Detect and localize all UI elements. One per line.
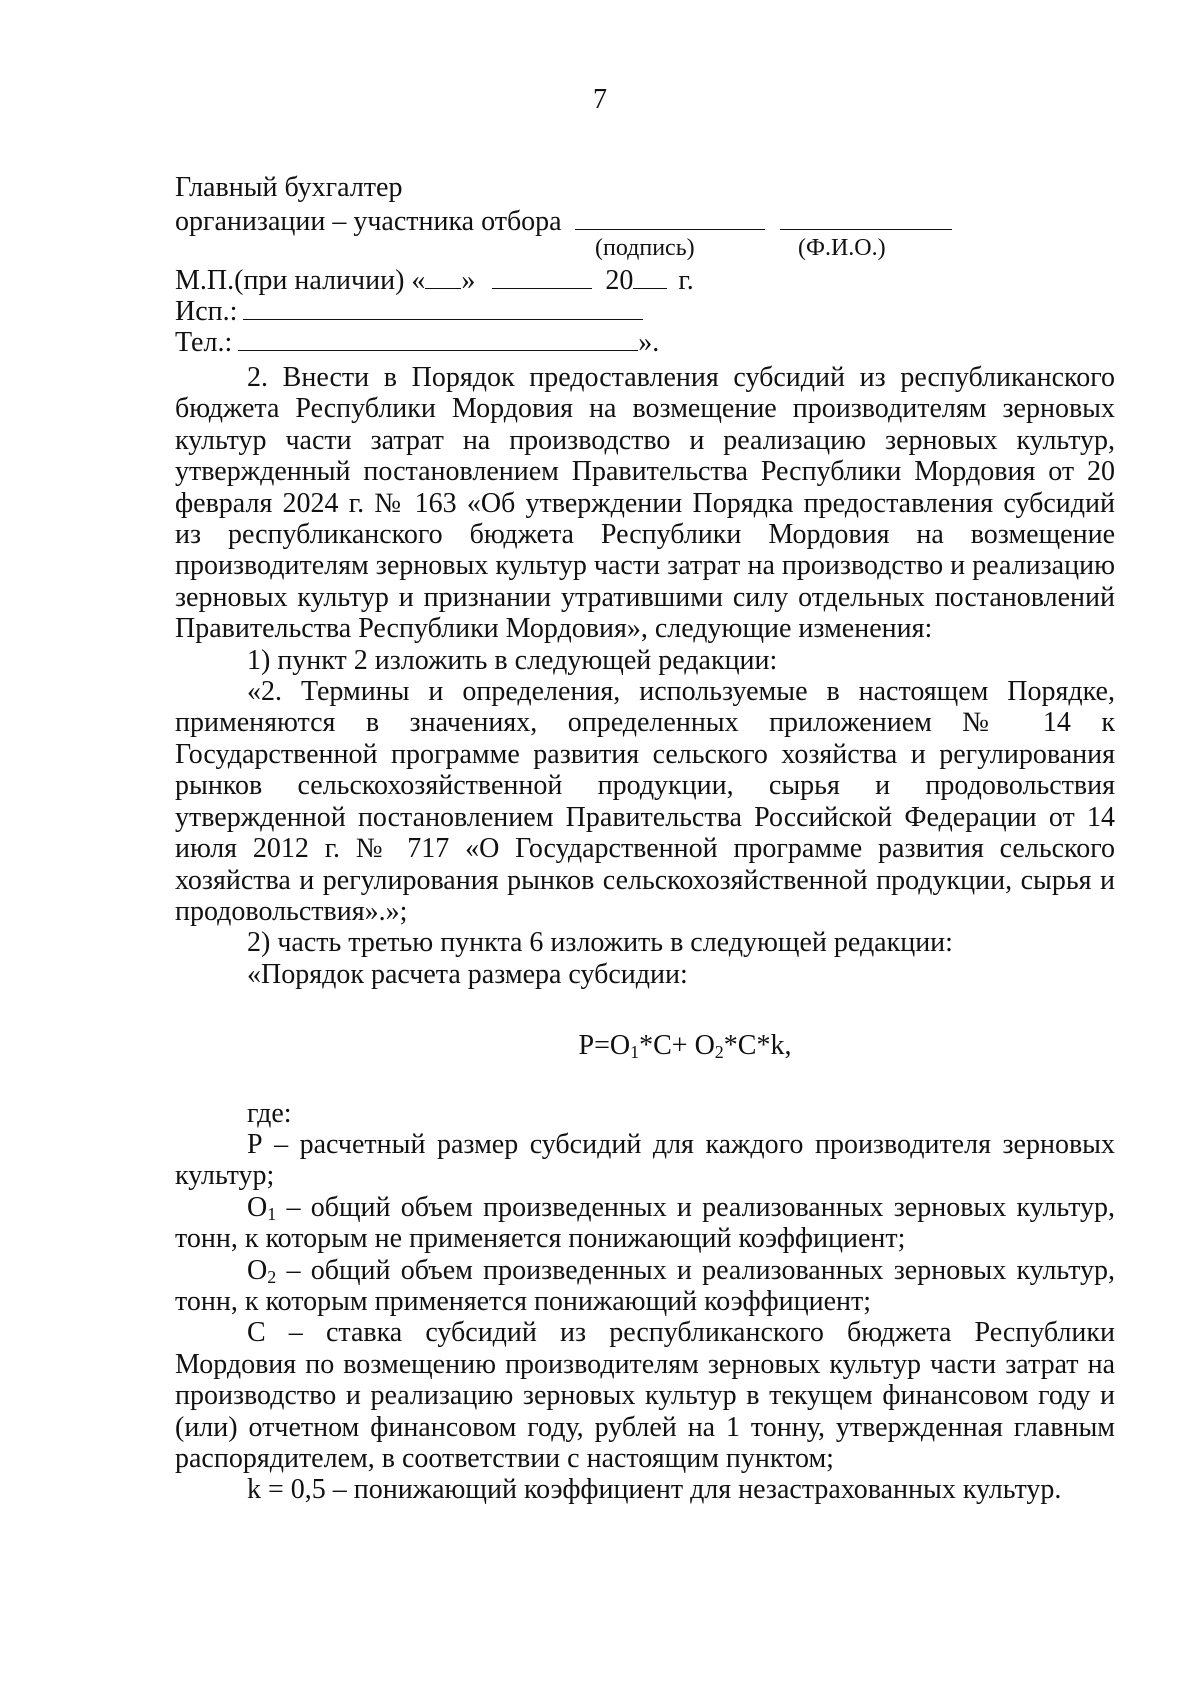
fio-blank (780, 203, 952, 230)
paragraph-item-2: 2) часть третью пункта 6 изложить в следующей редакции: (247, 927, 953, 959)
executor-label: Исп.: (175, 296, 238, 327)
signature-captions (175, 234, 1135, 262)
phone-blank (238, 324, 638, 351)
subsidy-formula: $Р=О_1*С+ О_2*С*k$, (578, 1030, 792, 1063)
signature-blank (575, 203, 765, 230)
document-body (175, 362, 1115, 1506)
phone-label: Тел.: (175, 327, 233, 358)
signature-org-label: организации – участника отбора (175, 206, 562, 237)
executor-line (175, 293, 1135, 327)
signature-title-line: Главный бухгалтер (175, 172, 403, 203)
phone-end: ». (638, 327, 660, 358)
page-number: 7 (593, 84, 607, 115)
caption-sign: (подпись) (595, 235, 695, 261)
quote-close: » (461, 265, 476, 296)
stamp-date-line (175, 262, 1135, 296)
definition-k: k = 0,5 – понижающий коэффициент для незастрахованных культур. (247, 1474, 1062, 1506)
signature-block (175, 172, 1135, 358)
paragraph-where: где: (247, 1097, 292, 1129)
paragraph-amendment: 2. Внести в Порядок предоставления субсидий из республиканского бюджета Республики Мордовия на возмещение производителям зерновых культур части затрат на производство и реализацию зерновых культур, утвержденный постановлением Правительства Республики Мордовия от 20 февраля 2024 г. № 163 «Об утверждении Порядка предоставления субсидий из республиканского бюджета Республики Мордовия на возмещение производителям зерновых культур части затрат на производство и реализацию зерновых культур и признании утратившими силу отдельных постановлений Правительства Республики Мордовия», следующие изменения: (175, 362, 1115, 645)
year-blank (633, 262, 667, 289)
year-suffix: г. (678, 265, 694, 296)
paragraph-terms: «2. Термины и определения, используемые в настоящем Порядке, применяются в значениях, определенных приложением № 14 к Государственной программе развития сельского хозяйства и регулирования рынков сельскохозяйственной продукции, сырья и продовольствия утвержденной постановлением Правительства Российской Федерации от 14 июля 2012 г. № 717 «О Государственной программе развития сельского хозяйства и регулирования рынков сельскохозяйственной продукции, сырья и продовольствия».»; (175, 676, 1115, 927)
executor-blank (243, 293, 643, 320)
day-blank (425, 262, 461, 289)
definition-c: С – ставка субсидий из республиканского бюджета Республики Мордовия по возмещению производителям зерновых культур части затрат на производство и реализацию зерновых культур в текущем финансовом году и (или) отчетном финансовом году, рублей на 1 тонну, утвержденная главным распорядителем, в соответствии с настоящим пунктом; (175, 1317, 1115, 1474)
paragraph-calc-heading: «Порядок расчета размера субсидии: (247, 958, 688, 990)
phone-line (175, 324, 1135, 358)
definition-o2: $О_2$ – общий объем произведенных и реализованных зерновых культур, тонн, к которым применяется понижающий коэффициент; (175, 1254, 1115, 1317)
signature-org-line (175, 203, 1135, 237)
year-prefix: 20 (605, 265, 634, 296)
paragraph-item-1: 1) пункт 2 изложить в следующей редакции: (247, 644, 778, 676)
definition-o1: $О_1$ – общий объем произведенных и реализованных зерновых культур, тонн, к которым не применяется понижающий коэффициент; (175, 1191, 1115, 1255)
definition-p: Р – расчетный размер субсидий для каждого производителя зерновых культур; (175, 1128, 1115, 1192)
caption-fio: (Ф.И.О.) (798, 235, 886, 261)
stamp-label: М.П.(при наличии) « (175, 265, 426, 296)
month-blank (492, 262, 592, 289)
